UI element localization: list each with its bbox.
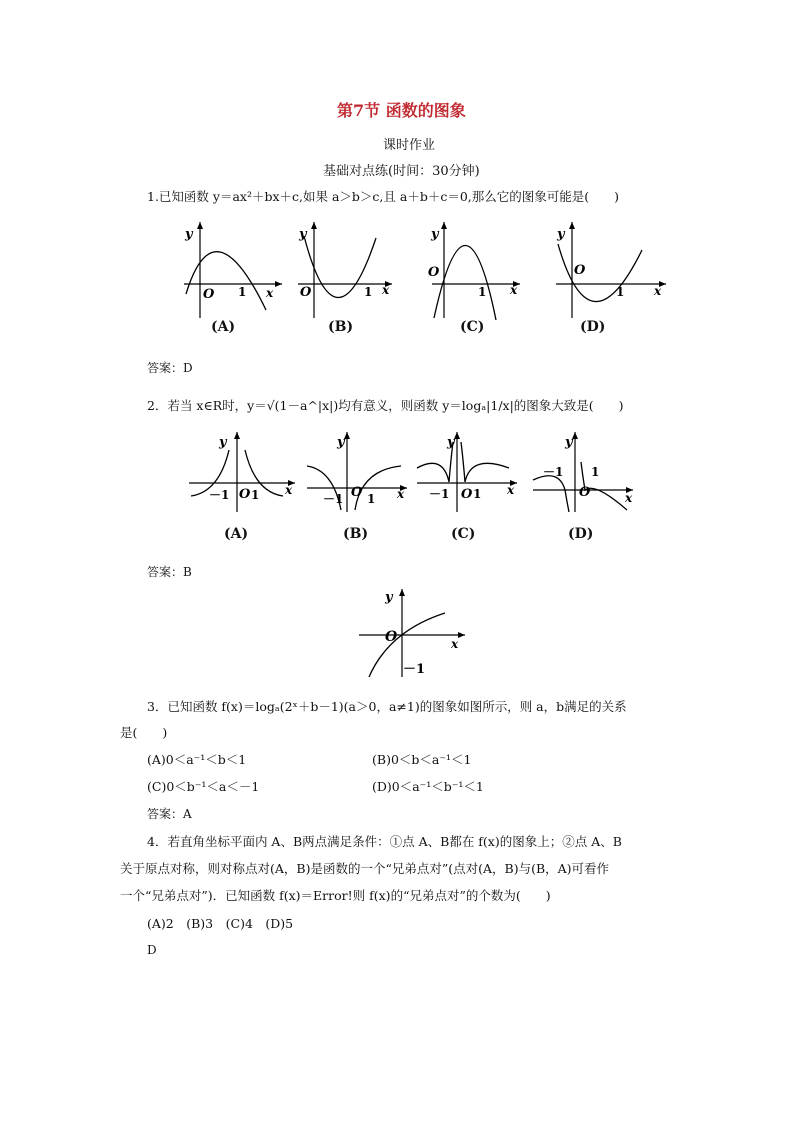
q3-neg-one-label: －1 [403, 662, 426, 677]
q2c-origin-label: O [461, 487, 473, 502]
question-4-text-line1: 4．若直角坐标平面内 A、B两点满足条件：①点 A、B都在 f(x)的图象上；②点 A、B [147, 834, 622, 849]
q3-y-label: y [385, 590, 393, 605]
q2-graph-a [189, 432, 295, 512]
q2-option-c: (C) [451, 526, 476, 542]
q1-option-a: (A) [211, 319, 236, 335]
q1-graph-c [428, 222, 520, 320]
q1a-y-label: y [185, 227, 193, 242]
q1c-one-label: 1 [478, 285, 487, 299]
q1b-y-label: y [299, 227, 307, 242]
q1a-one-label: 1 [238, 285, 247, 299]
question-3-graph [355, 585, 475, 680]
q2d-y-label: y [565, 435, 573, 450]
q2-graph-b [307, 432, 407, 512]
question-4-text-line2: 关于原点对称，则对称点对(A，B)是函数的一个“兄弟点对”(点对(A，B)与(B，A)可看作 [120, 861, 610, 876]
question-2-text: 2．若当 x∈R时，y＝√(1－a^|x|)均有意义，则函数 y＝logₐ|1/x|的图象大致是( ) [147, 398, 624, 413]
q1-graph-a [184, 222, 282, 318]
q2d-one-label: 1 [591, 465, 600, 479]
q2b-neg-one-label: －1 [323, 492, 344, 506]
q1-option-d: (D) [580, 319, 606, 335]
question-4-text-line3: 一个“兄弟点对”)．已知函数 f(x)＝Error!则 f(x)的“兄弟点对”的个数为( ) [120, 888, 551, 903]
q2-graph-d [533, 432, 633, 512]
q2b-one-label: 1 [367, 492, 376, 506]
q1c-y-label: y [431, 227, 439, 242]
q1a-x-label: x [266, 286, 274, 300]
page-title: 第7节 函数的图象 [337, 101, 466, 120]
q2-option-b: (B) [343, 526, 369, 542]
q1b-one-label: 1 [364, 285, 373, 299]
q2b-y-label: y [337, 435, 345, 450]
q1b-origin-label: O [300, 285, 312, 300]
q1-graph-d [556, 222, 666, 318]
question-3-text-line1: 3．已知函数 f(x)＝logₐ(2ˣ＋b－1)(a＞0，a≠1)的图象如图所示，则 a，b满足的关系 [147, 699, 627, 714]
q1c-x-label: x [510, 283, 518, 297]
q2c-one-label: 1 [473, 487, 482, 501]
q2-graph-c [417, 432, 517, 512]
q1-option-b: (B) [328, 319, 354, 335]
q2-option-d: (D) [568, 526, 594, 542]
q1d-y-label: y [557, 227, 565, 242]
q1c-origin-label: O [428, 265, 440, 280]
q1-option-c: (C) [460, 319, 485, 335]
q2c-x-label: x [507, 483, 515, 497]
question-2-graphs [185, 428, 645, 518]
q1d-one-label: 1 [616, 285, 625, 299]
q3-option-c: (C)0＜b⁻¹＜a＜－1 [147, 779, 260, 794]
q2c-y-label: y [447, 435, 455, 450]
q2a-origin-label: O [239, 487, 251, 502]
q3-option-d: (D)0＜a⁻¹＜b⁻¹＜1 [372, 779, 484, 794]
q3-option-b: (B)0＜b＜a⁻¹＜1 [372, 752, 472, 767]
q3-x-label: x [451, 637, 459, 651]
question-1-text: 1.已知函数 y＝ax²＋bx＋c,如果 a＞b＞c,且 a＋b＋c＝0,那么它的图象可能是( ) [147, 189, 620, 204]
q2a-y-label: y [219, 435, 227, 450]
q1d-origin-label: O [574, 263, 586, 278]
q1b-x-label: x [382, 283, 390, 297]
question-4-options: (A)2 (B)3 (C)4 (D)5 [147, 916, 294, 931]
q2-option-a: (A) [224, 526, 249, 542]
question-1-graphs [170, 218, 690, 328]
q2a-one-label: 1 [251, 488, 260, 502]
question-2-answer: 答案：B [147, 565, 192, 579]
section-heading: 基础对点练(时间：30分钟) [323, 164, 480, 179]
q2d-x-label: x [625, 491, 633, 505]
q2a-x-label: x [285, 483, 293, 497]
question-1-answer: 答案：D [147, 361, 193, 375]
q1-graph-b [298, 222, 392, 318]
q3-origin-label: O [385, 629, 398, 645]
q1a-origin-label: O [203, 287, 215, 302]
question-3-answer: 答案：A [147, 807, 192, 821]
q2b-origin-label: O [351, 485, 363, 500]
q3-option-a: (A)0＜a⁻¹＜b＜1 [147, 752, 247, 767]
q2b-x-label: x [397, 487, 405, 501]
q2a-neg-one-label: －1 [209, 488, 230, 502]
question-3-text-line2: 是( ) [120, 725, 168, 740]
q1d-x-label: x [654, 284, 662, 298]
question-4-answer: D [147, 943, 157, 957]
subtitle: 课时作业 [383, 138, 436, 153]
q2d-origin-label: O [579, 485, 591, 500]
q2d-neg-one-label: －1 [543, 465, 564, 479]
q2c-neg-one-label: －1 [429, 487, 450, 501]
